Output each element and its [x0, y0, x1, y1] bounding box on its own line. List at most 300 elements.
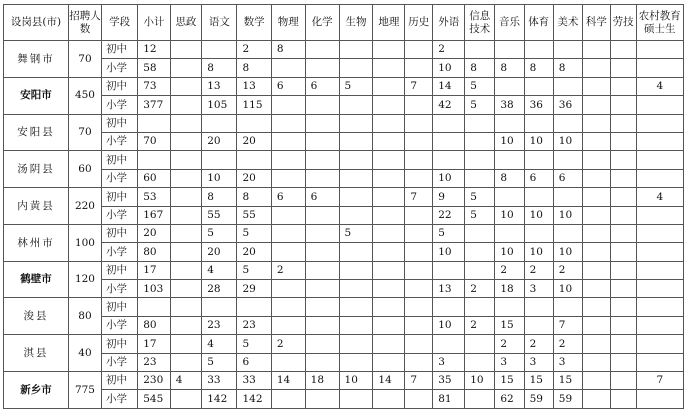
- data-cell: 10: [553, 243, 582, 261]
- data-cell: [524, 316, 553, 334]
- quota-count: 40: [68, 335, 101, 372]
- data-cell: 8: [553, 59, 582, 77]
- column-header: 信息技术: [465, 5, 495, 41]
- data-cell: [170, 316, 202, 334]
- data-cell: 10: [433, 316, 465, 334]
- data-cell: 20: [138, 224, 170, 242]
- data-cell: 7: [405, 77, 433, 95]
- column-header: 生物: [339, 5, 373, 41]
- column-header: 化学: [305, 5, 339, 41]
- data-cell: 2: [465, 280, 495, 298]
- table-row: [4, 41, 684, 59]
- table-row: [4, 188, 684, 206]
- data-cell: [305, 96, 339, 114]
- data-cell: 73: [138, 77, 170, 95]
- data-cell: 10: [524, 206, 553, 224]
- data-cell: [583, 169, 611, 187]
- table-row: [4, 390, 684, 408]
- data-cell: 6: [237, 353, 271, 371]
- data-cell: [495, 151, 524, 169]
- data-cell: [271, 243, 305, 261]
- column-header: 学段: [102, 5, 138, 41]
- data-cell: 6: [524, 169, 553, 187]
- data-cell: 18: [305, 372, 339, 390]
- table-row: [4, 298, 684, 316]
- table-body: [4, 41, 684, 409]
- data-cell: [636, 280, 683, 298]
- data-cell: [305, 151, 339, 169]
- data-cell: 8: [202, 59, 237, 77]
- data-cell: [524, 114, 553, 132]
- header-row: [4, 5, 684, 41]
- data-cell: [305, 243, 339, 261]
- data-cell: [305, 132, 339, 150]
- data-cell: [405, 335, 433, 353]
- data-cell: [405, 280, 433, 298]
- data-cell: [465, 132, 495, 150]
- data-cell: [433, 132, 465, 150]
- data-cell: 14: [373, 372, 405, 390]
- data-cell: 7: [636, 372, 683, 390]
- data-cell: [373, 96, 405, 114]
- data-cell: [610, 96, 636, 114]
- data-cell: 38: [495, 96, 524, 114]
- data-cell: 10: [495, 243, 524, 261]
- data-cell: [636, 114, 683, 132]
- data-cell: 12: [138, 41, 170, 59]
- data-cell: 81: [433, 390, 465, 408]
- data-cell: 8: [271, 41, 305, 59]
- data-cell: [271, 224, 305, 242]
- data-cell: [170, 169, 202, 187]
- data-cell: 230: [138, 372, 170, 390]
- data-cell: 59: [553, 390, 582, 408]
- data-cell: 15: [524, 372, 553, 390]
- data-cell: [271, 59, 305, 77]
- data-cell: [138, 114, 170, 132]
- data-cell: 6: [305, 188, 339, 206]
- data-cell: 23: [138, 353, 170, 371]
- data-cell: [610, 132, 636, 150]
- column-header: 小计: [138, 5, 170, 41]
- data-cell: 23: [202, 316, 237, 334]
- table-row: [4, 335, 684, 353]
- table-row: [4, 261, 684, 279]
- data-cell: 5: [339, 77, 373, 95]
- data-cell: [553, 151, 582, 169]
- data-cell: [202, 41, 237, 59]
- data-cell: [583, 206, 611, 224]
- data-cell: [610, 41, 636, 59]
- table-row: [4, 96, 684, 114]
- data-cell: 10: [495, 206, 524, 224]
- data-cell: [636, 151, 683, 169]
- data-cell: [373, 169, 405, 187]
- data-cell: [271, 151, 305, 169]
- data-cell: 8: [202, 188, 237, 206]
- data-cell: [170, 280, 202, 298]
- data-cell: 6: [271, 77, 305, 95]
- data-cell: [495, 77, 524, 95]
- data-cell: 5: [433, 224, 465, 242]
- data-cell: [305, 206, 339, 224]
- recruitment-table-sheet: [3, 4, 684, 409]
- table-row: [4, 151, 684, 169]
- data-cell: 10: [433, 169, 465, 187]
- table-row: [4, 316, 684, 334]
- data-cell: [553, 77, 582, 95]
- table-row: [4, 206, 684, 224]
- data-cell: 15: [495, 372, 524, 390]
- table-row: [4, 169, 684, 187]
- data-cell: [373, 316, 405, 334]
- column-header: 地理: [373, 5, 405, 41]
- data-cell: [583, 335, 611, 353]
- data-cell: [271, 390, 305, 408]
- data-cell: [170, 132, 202, 150]
- data-cell: [610, 77, 636, 95]
- data-cell: [524, 151, 553, 169]
- table-row: [4, 132, 684, 150]
- data-cell: 545: [138, 390, 170, 408]
- data-cell: [636, 298, 683, 316]
- data-cell: 42: [433, 96, 465, 114]
- data-cell: [583, 243, 611, 261]
- data-cell: [339, 96, 373, 114]
- data-cell: 10: [433, 59, 465, 77]
- data-cell: [405, 353, 433, 371]
- data-cell: 15: [553, 372, 582, 390]
- data-cell: 20: [237, 132, 271, 150]
- data-cell: 28: [202, 280, 237, 298]
- data-cell: 33: [237, 372, 271, 390]
- data-cell: 142: [237, 390, 271, 408]
- data-cell: [610, 353, 636, 371]
- data-cell: [305, 298, 339, 316]
- data-cell: 20: [237, 243, 271, 261]
- data-cell: [339, 188, 373, 206]
- school-level: 小学: [102, 132, 138, 150]
- data-cell: [373, 390, 405, 408]
- data-cell: [271, 206, 305, 224]
- data-cell: [433, 114, 465, 132]
- data-cell: 6: [305, 77, 339, 95]
- data-cell: [170, 114, 202, 132]
- data-cell: [373, 59, 405, 77]
- column-header: 劳技: [610, 5, 636, 41]
- school-level: 初中: [102, 298, 138, 316]
- county-name: 林州市: [4, 224, 69, 261]
- data-cell: [610, 169, 636, 187]
- data-cell: [636, 169, 683, 187]
- data-cell: 5: [465, 96, 495, 114]
- data-cell: 5: [465, 206, 495, 224]
- data-cell: 10: [524, 243, 553, 261]
- data-cell: 33: [202, 372, 237, 390]
- table-row: [4, 224, 684, 242]
- data-cell: [170, 335, 202, 353]
- data-cell: [170, 390, 202, 408]
- data-cell: [373, 132, 405, 150]
- column-header: 招聘人数: [68, 5, 101, 41]
- data-cell: 2: [495, 335, 524, 353]
- school-level: 小学: [102, 206, 138, 224]
- data-cell: [636, 132, 683, 150]
- data-cell: [271, 298, 305, 316]
- county-name: 浚县: [4, 298, 69, 335]
- data-cell: 10: [202, 169, 237, 187]
- data-cell: 2: [271, 335, 305, 353]
- data-cell: [170, 77, 202, 95]
- data-cell: [202, 151, 237, 169]
- table-row: [4, 243, 684, 261]
- data-cell: 2: [524, 261, 553, 279]
- column-header: 美术: [553, 5, 582, 41]
- data-cell: [170, 96, 202, 114]
- column-header: 音乐: [495, 5, 524, 41]
- data-cell: 4: [636, 77, 683, 95]
- column-header: 语文: [202, 5, 237, 41]
- data-cell: [583, 298, 611, 316]
- data-cell: [465, 151, 495, 169]
- data-cell: [373, 335, 405, 353]
- data-cell: [583, 151, 611, 169]
- data-cell: [405, 224, 433, 242]
- data-cell: 5: [339, 224, 373, 242]
- data-cell: [305, 114, 339, 132]
- data-cell: 62: [495, 390, 524, 408]
- data-cell: [610, 298, 636, 316]
- data-cell: [553, 114, 582, 132]
- data-cell: 142: [202, 390, 237, 408]
- data-cell: 20: [202, 243, 237, 261]
- school-level: 小学: [102, 169, 138, 187]
- data-cell: 167: [138, 206, 170, 224]
- data-cell: [610, 390, 636, 408]
- data-cell: [237, 298, 271, 316]
- data-cell: [237, 151, 271, 169]
- school-level: 初中: [102, 372, 138, 390]
- data-cell: 58: [138, 59, 170, 77]
- data-cell: [305, 169, 339, 187]
- data-cell: [465, 353, 495, 371]
- school-level: 初中: [102, 114, 138, 132]
- data-cell: 29: [237, 280, 271, 298]
- data-cell: [170, 261, 202, 279]
- data-cell: [583, 114, 611, 132]
- column-header: 历史: [405, 5, 433, 41]
- data-cell: [339, 41, 373, 59]
- data-cell: [610, 114, 636, 132]
- data-cell: [138, 151, 170, 169]
- data-cell: [339, 132, 373, 150]
- data-cell: [373, 41, 405, 59]
- data-cell: [405, 96, 433, 114]
- data-cell: [405, 206, 433, 224]
- data-cell: [636, 96, 683, 114]
- data-cell: [524, 188, 553, 206]
- data-cell: [524, 41, 553, 59]
- county-name: 淇县: [4, 335, 69, 372]
- data-cell: [405, 41, 433, 59]
- data-cell: [170, 41, 202, 59]
- data-cell: 377: [138, 96, 170, 114]
- data-cell: [373, 188, 405, 206]
- data-cell: 20: [202, 132, 237, 150]
- table-row: [4, 372, 684, 390]
- data-cell: 2: [553, 261, 582, 279]
- data-cell: [339, 151, 373, 169]
- school-level: 初中: [102, 188, 138, 206]
- data-cell: [405, 261, 433, 279]
- data-cell: [524, 298, 553, 316]
- school-level: 小学: [102, 280, 138, 298]
- table-row: [4, 59, 684, 77]
- data-cell: [610, 280, 636, 298]
- data-cell: [373, 77, 405, 95]
- data-cell: [465, 261, 495, 279]
- quota-count: 60: [68, 151, 101, 188]
- data-cell: 60: [138, 169, 170, 187]
- data-cell: 4: [170, 372, 202, 390]
- data-cell: [583, 77, 611, 95]
- data-cell: 8: [237, 188, 271, 206]
- table-row: [4, 353, 684, 371]
- data-cell: 103: [138, 280, 170, 298]
- school-level: 小学: [102, 390, 138, 408]
- school-level: 初中: [102, 151, 138, 169]
- table-row: [4, 77, 684, 95]
- data-cell: [339, 390, 373, 408]
- data-cell: [373, 353, 405, 371]
- data-cell: 5: [465, 188, 495, 206]
- column-header: 农村教育硕士生: [636, 5, 683, 41]
- data-cell: 3: [553, 353, 582, 371]
- school-level: 初中: [102, 261, 138, 279]
- data-cell: [405, 169, 433, 187]
- data-cell: 10: [553, 132, 582, 150]
- data-cell: [636, 206, 683, 224]
- data-cell: [405, 390, 433, 408]
- data-cell: [305, 224, 339, 242]
- data-cell: 5: [465, 77, 495, 95]
- data-cell: [610, 261, 636, 279]
- data-cell: [305, 59, 339, 77]
- data-cell: [553, 188, 582, 206]
- data-cell: [433, 298, 465, 316]
- data-cell: [339, 206, 373, 224]
- data-cell: [202, 114, 237, 132]
- data-cell: 2: [237, 41, 271, 59]
- data-cell: 5: [237, 335, 271, 353]
- quota-count: 450: [68, 77, 101, 114]
- data-cell: 2: [553, 335, 582, 353]
- column-header: 科学: [583, 5, 611, 41]
- data-cell: 36: [524, 96, 553, 114]
- data-cell: 55: [237, 206, 271, 224]
- data-cell: 80: [138, 316, 170, 334]
- data-cell: 5: [202, 353, 237, 371]
- data-cell: [583, 280, 611, 298]
- data-cell: 23: [237, 316, 271, 334]
- data-cell: [583, 96, 611, 114]
- data-cell: [305, 261, 339, 279]
- data-cell: 18: [495, 280, 524, 298]
- data-cell: 9: [433, 188, 465, 206]
- data-cell: [237, 114, 271, 132]
- data-cell: [405, 151, 433, 169]
- data-cell: [465, 114, 495, 132]
- data-cell: 3: [433, 353, 465, 371]
- data-cell: 17: [138, 335, 170, 353]
- data-cell: 3: [524, 353, 553, 371]
- data-cell: 115: [237, 96, 271, 114]
- data-cell: [271, 169, 305, 187]
- data-cell: [339, 316, 373, 334]
- quota-count: 120: [68, 261, 101, 298]
- data-cell: [636, 243, 683, 261]
- county-name: 安阳市: [4, 77, 69, 114]
- data-cell: [610, 316, 636, 334]
- data-cell: [405, 298, 433, 316]
- data-cell: [465, 390, 495, 408]
- recruitment-table: [3, 4, 684, 409]
- school-level: 初中: [102, 77, 138, 95]
- data-cell: [610, 372, 636, 390]
- data-cell: 4: [202, 335, 237, 353]
- data-cell: [583, 224, 611, 242]
- data-cell: [583, 353, 611, 371]
- quota-count: 100: [68, 224, 101, 261]
- data-cell: [495, 114, 524, 132]
- data-cell: [553, 298, 582, 316]
- county-name: 舞钢市: [4, 41, 69, 78]
- data-cell: [339, 114, 373, 132]
- data-cell: [339, 169, 373, 187]
- column-header: 数学: [237, 5, 271, 41]
- data-cell: 10: [553, 206, 582, 224]
- data-cell: 3: [524, 280, 553, 298]
- data-cell: [202, 298, 237, 316]
- data-cell: [339, 261, 373, 279]
- data-cell: 17: [138, 261, 170, 279]
- data-cell: 13: [433, 280, 465, 298]
- school-level: 初中: [102, 335, 138, 353]
- data-cell: 10: [495, 132, 524, 150]
- data-cell: [373, 280, 405, 298]
- county-name: 内黄县: [4, 188, 69, 225]
- data-cell: 8: [465, 59, 495, 77]
- data-cell: 14: [433, 77, 465, 95]
- data-cell: 10: [465, 372, 495, 390]
- data-cell: [339, 59, 373, 77]
- data-cell: 70: [138, 132, 170, 150]
- school-level: 小学: [102, 96, 138, 114]
- data-cell: 5: [202, 224, 237, 242]
- data-cell: 8: [495, 59, 524, 77]
- data-cell: 2: [433, 41, 465, 59]
- data-cell: 36: [553, 96, 582, 114]
- school-level: 小学: [102, 316, 138, 334]
- data-cell: [271, 316, 305, 334]
- data-cell: [583, 59, 611, 77]
- data-cell: [636, 335, 683, 353]
- column-header: 体育: [524, 5, 553, 41]
- data-cell: [465, 169, 495, 187]
- data-cell: [610, 59, 636, 77]
- data-cell: [433, 151, 465, 169]
- quota-count: 775: [68, 372, 101, 409]
